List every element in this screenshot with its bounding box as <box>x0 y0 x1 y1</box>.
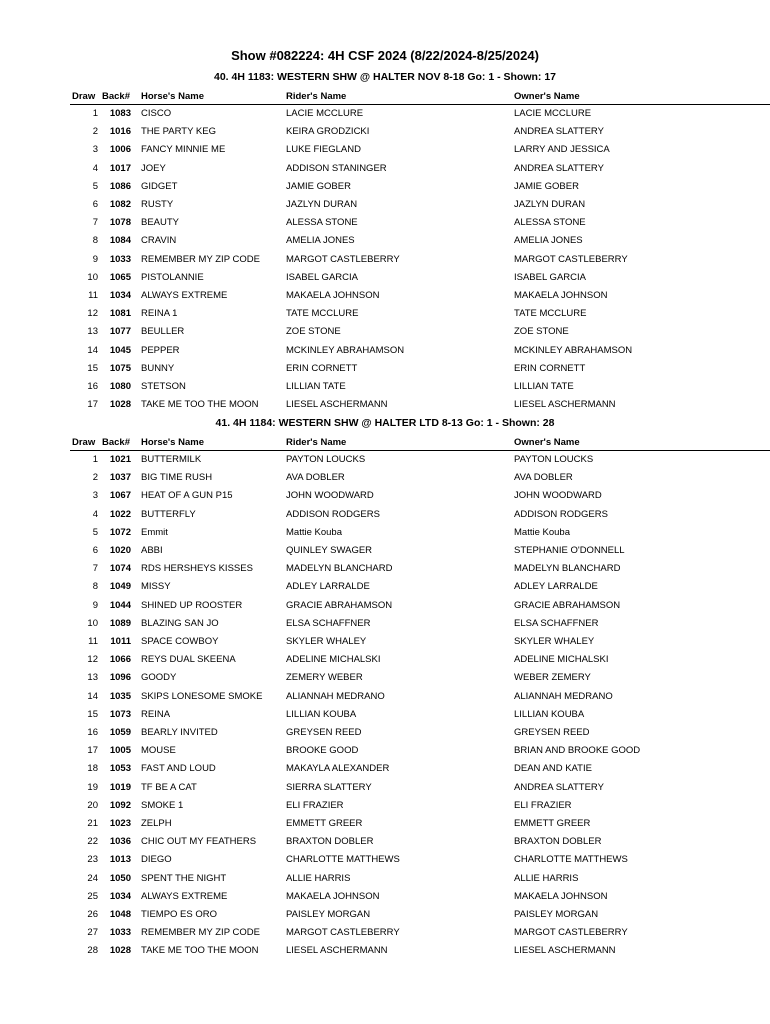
draw-number: 11 <box>88 636 98 647</box>
rider-name: MARGOT CASTLEBERRY <box>286 927 400 939</box>
owner-name: TATE MCCLURE <box>514 308 587 320</box>
horse-name: TAKE ME TOO THE MOON <box>141 399 259 411</box>
owner-name: PAYTON LOUCKS <box>514 454 594 465</box>
column-header-draw: Draw <box>72 91 96 102</box>
back-number: 1028 <box>109 945 131 957</box>
horse-name: BEAUTY <box>141 217 180 229</box>
rider-name: BROOKE GOOD <box>286 745 359 757</box>
entry-row <box>0 689 770 707</box>
back-number: 1044 <box>109 599 131 611</box>
entry-row <box>0 834 770 852</box>
header-divider <box>70 104 770 105</box>
owner-name: MARGOT CASTLEBERRY <box>514 927 628 939</box>
owner-name: MAKAELA JOHNSON <box>514 890 608 902</box>
back-number: 1033 <box>109 253 131 265</box>
horse-name: SPENT THE NIGHT <box>141 872 227 884</box>
horse-name: FANCY MINNIE ME <box>141 144 226 156</box>
header-divider <box>70 450 770 451</box>
owner-name: BRAXTON DOBLER <box>514 836 602 848</box>
owner-name: ADDISON RODGERS <box>514 508 608 520</box>
back-number: 1065 <box>109 271 131 283</box>
entry-row <box>0 798 770 816</box>
draw-number: 14 <box>87 344 98 356</box>
horse-name: REMEMBER MY ZIP CODE <box>141 253 260 265</box>
entry-row <box>0 324 770 342</box>
rider-name: BRAXTON DOBLER <box>286 836 374 848</box>
draw-number: 10 <box>87 271 98 283</box>
owner-name: MCKINLEY ABRAHAMSON <box>514 344 633 356</box>
rider-name: ADELINE MICHALSKI <box>286 654 381 666</box>
column-header-back: Back# <box>102 437 130 448</box>
column-header-owner: Owner's Name <box>514 91 580 102</box>
back-number: 1081 <box>109 308 131 320</box>
rider-name: LIESEL ASCHERMANN <box>286 399 388 411</box>
back-number: 1013 <box>109 854 131 866</box>
entry-row <box>0 270 770 288</box>
entry-row <box>0 215 770 233</box>
rider-name: SIERRA SLATTERY <box>286 781 372 793</box>
rider-name: CHARLOTTE MATTHEWS <box>286 854 400 866</box>
column-header-rider: Rider's Name <box>286 91 347 102</box>
horse-name: DIEGO <box>141 854 172 866</box>
rider-name: ALLIE HARRIS <box>286 872 351 884</box>
horse-name: BUTTERFLY <box>141 508 196 520</box>
owner-name: ALLIE HARRIS <box>514 872 579 884</box>
horse-name: CRAVIN <box>141 235 177 247</box>
entry-row <box>0 233 770 251</box>
entry-row <box>0 470 770 488</box>
rider-name: ZOE STONE <box>286 326 341 338</box>
horse-name: PISTOLANNIE <box>141 271 204 283</box>
entry-row <box>0 507 770 525</box>
horse-name: GIDGET <box>141 180 178 192</box>
back-number: 1005 <box>109 745 131 757</box>
back-number: 1019 <box>109 781 131 793</box>
entry-row <box>0 106 770 124</box>
owner-name: LILLIAN KOUBA <box>514 708 585 720</box>
rider-name: ADLEY LARRALDE <box>286 581 370 593</box>
rider-name: ZEMERY WEBER <box>286 672 363 684</box>
owner-name: JAZLYN DURAN <box>514 199 586 210</box>
back-number: 1028 <box>109 399 131 411</box>
owner-name: LARRY AND JESSICA <box>514 144 610 156</box>
back-number: 1067 <box>109 490 131 502</box>
back-number: 1017 <box>109 162 131 174</box>
entry-row <box>0 598 770 616</box>
draw-number: 17 <box>87 745 98 757</box>
horse-name: TAKE ME TOO THE MOON <box>141 945 259 957</box>
owner-name: ISABEL GARCIA <box>514 271 586 283</box>
horse-name: REINA <box>141 708 171 720</box>
rider-name: EMMETT GREER <box>286 818 363 829</box>
entry-row <box>0 397 770 415</box>
draw-number: 12 <box>87 654 98 666</box>
entry-row <box>0 488 770 506</box>
draw-number: 24 <box>87 872 98 884</box>
draw-number: 22 <box>87 836 98 848</box>
draw-number: 25 <box>87 890 98 902</box>
back-number: 1059 <box>109 727 131 738</box>
draw-number: 10 <box>87 617 98 629</box>
owner-name: LIESEL ASCHERMANN <box>514 945 616 957</box>
back-number: 1053 <box>109 763 131 775</box>
class-title: 40. 4H 1183: WESTERN SHW @ HALTER NOV 8-18 Go: 1 - Shown: 17 <box>213 71 557 83</box>
horse-name: REINA 1 <box>141 308 178 320</box>
rider-name: ELI FRAZIER <box>286 799 344 811</box>
back-number: 1078 <box>109 217 131 229</box>
entry-row <box>0 197 770 215</box>
horse-name: TIEMPO ES ORO <box>141 909 218 920</box>
rider-name: ERIN CORNETT <box>286 362 358 374</box>
horse-name: REYS DUAL SKEENA <box>141 654 236 666</box>
draw-number: 2 <box>92 472 98 484</box>
owner-name: STEPHANIE O'DONNELL <box>514 545 625 556</box>
rider-name: LIESEL ASCHERMANN <box>286 945 388 957</box>
rider-name: PAISLEY MORGAN <box>286 909 371 920</box>
entry-row <box>0 525 770 543</box>
horse-name: BEULLER <box>141 326 185 338</box>
entry-row <box>0 161 770 179</box>
owner-name: BRIAN AND BROOKE GOOD <box>514 745 641 757</box>
column-header-row <box>0 91 770 105</box>
owner-name: AMELIA JONES <box>514 235 583 247</box>
owner-name: ANDREA SLATTERY <box>514 126 604 138</box>
draw-number: 9 <box>92 253 98 265</box>
rider-name: AVA DOBLER <box>286 472 345 484</box>
horse-name: ZELPH <box>141 818 172 829</box>
entry-row <box>0 725 770 743</box>
horse-name: TF BE A CAT <box>141 781 197 793</box>
owner-name: CHARLOTTE MATTHEWS <box>514 854 628 866</box>
horse-name: CHIC OUT MY FEATHERS <box>141 836 257 848</box>
draw-number: 13 <box>87 326 98 338</box>
rider-name: LUKE FIEGLAND <box>286 144 361 156</box>
entry-row <box>0 124 770 142</box>
owner-name: ALIANNAH MEDRANO <box>514 690 613 702</box>
entry-row <box>0 288 770 306</box>
rider-name: JAZLYN DURAN <box>286 199 358 210</box>
draw-number: 6 <box>92 545 98 556</box>
owner-name: EMMETT GREER <box>514 818 591 829</box>
rider-name: LILLIAN TATE <box>286 381 346 392</box>
back-number: 1021 <box>109 454 131 465</box>
back-number: 1066 <box>109 654 131 666</box>
owner-name: Mattie Kouba <box>514 526 570 538</box>
draw-number: 17 <box>87 399 98 411</box>
horse-name: FAST AND LOUD <box>141 763 216 775</box>
owner-name: ALESSA STONE <box>514 217 586 229</box>
entry-row <box>0 743 770 761</box>
owner-name: JOHN WOODWARD <box>514 490 602 502</box>
draw-number: 12 <box>87 308 98 320</box>
back-number: 1082 <box>109 199 131 210</box>
horse-name: BUTTERMILK <box>141 454 202 465</box>
entry-row <box>0 179 770 197</box>
draw-number: 5 <box>92 526 98 538</box>
owner-name: JAMIE GOBER <box>514 180 579 192</box>
horse-name: PEPPER <box>141 344 180 356</box>
horse-name: JOEY <box>141 162 166 174</box>
draw-number: 9 <box>92 599 98 611</box>
column-header-horse: Horse's Name <box>141 437 204 448</box>
draw-number: 7 <box>92 563 98 575</box>
back-number: 1020 <box>109 545 131 556</box>
horse-name: BIG TIME RUSH <box>141 472 213 484</box>
draw-number: 21 <box>87 818 98 829</box>
back-number: 1075 <box>109 362 131 374</box>
entry-row <box>0 379 770 397</box>
rider-name: MAKAYLA ALEXANDER <box>286 763 390 775</box>
horse-name: ALWAYS EXTREME <box>141 890 228 902</box>
draw-number: 28 <box>87 945 98 957</box>
owner-name: ANDREA SLATTERY <box>514 781 604 793</box>
entry-row <box>0 943 770 961</box>
owner-name: SKYLER WHALEY <box>514 636 595 647</box>
back-number: 1080 <box>109 381 131 392</box>
class-title: 41. 4H 1184: WESTERN SHW @ HALTER LTD 8-13 Go: 1 - Shown: 28 <box>215 417 555 429</box>
owner-name: ELI FRAZIER <box>514 799 572 811</box>
rider-name: LILLIAN KOUBA <box>286 708 357 720</box>
back-number: 1072 <box>109 526 131 538</box>
column-header-rider: Rider's Name <box>286 437 347 448</box>
show-title: Show #082224: 4H CSF 2024 (8/22/2024-8/25/2024) <box>231 48 539 63</box>
entry-row <box>0 343 770 361</box>
draw-number: 6 <box>92 199 98 210</box>
horse-name: CISCO <box>141 108 172 119</box>
horse-name: SPACE COWBOY <box>141 636 219 647</box>
back-number: 1074 <box>109 563 131 575</box>
horse-name: MOUSE <box>141 745 176 757</box>
back-number: 1037 <box>109 472 131 484</box>
rider-name: TATE MCCLURE <box>286 308 359 320</box>
rider-name: ADDISON RODGERS <box>286 508 380 520</box>
draw-number: 16 <box>87 381 98 392</box>
entry-row <box>0 361 770 379</box>
rider-name: LACIE MCCLURE <box>286 108 364 119</box>
rider-name: SKYLER WHALEY <box>286 636 367 647</box>
draw-number: 13 <box>87 672 98 684</box>
rider-name: GREYSEN REED <box>286 727 362 738</box>
back-number: 1035 <box>109 690 131 702</box>
column-header-draw: Draw <box>72 437 96 448</box>
draw-number: 16 <box>87 727 98 738</box>
column-header-back: Back# <box>102 91 130 102</box>
entry-row <box>0 907 770 925</box>
draw-number: 19 <box>87 781 98 793</box>
owner-name: WEBER ZEMERY <box>514 672 591 684</box>
draw-number: 8 <box>92 581 98 593</box>
owner-name: MADELYN BLANCHARD <box>514 563 621 575</box>
draw-number: 27 <box>87 927 98 939</box>
entry-row <box>0 561 770 579</box>
back-number: 1034 <box>109 890 131 902</box>
owner-name: ADELINE MICHALSKI <box>514 654 609 666</box>
draw-number: 1 <box>92 454 98 465</box>
back-number: 1033 <box>109 927 131 939</box>
rider-name: MARGOT CASTLEBERRY <box>286 253 400 265</box>
back-number: 1045 <box>109 344 131 356</box>
rider-name: ALESSA STONE <box>286 217 358 229</box>
draw-number: 8 <box>92 235 98 247</box>
entry-row <box>0 889 770 907</box>
entry-row <box>0 816 770 834</box>
rider-name: Mattie Kouba <box>286 526 342 538</box>
draw-number: 4 <box>92 162 98 174</box>
draw-number: 20 <box>87 799 98 811</box>
entry-row <box>0 925 770 943</box>
column-header-horse: Horse's Name <box>141 91 204 102</box>
horse-name: MISSY <box>141 581 171 593</box>
rider-name: ISABEL GARCIA <box>286 271 358 283</box>
owner-name: ZOE STONE <box>514 326 569 338</box>
horse-name: SKIPS LONESOME SMOKE <box>141 690 263 702</box>
horse-name: ABBI <box>141 545 163 556</box>
draw-number: 3 <box>92 490 98 502</box>
entry-row <box>0 543 770 561</box>
horse-name: ALWAYS EXTREME <box>141 290 228 301</box>
entry-row <box>0 142 770 160</box>
owner-name: ERIN CORNETT <box>514 362 586 374</box>
horse-name: BLAZING SAN JO <box>141 617 219 629</box>
rider-name: GRACIE ABRAHAMSON <box>286 599 393 611</box>
entry-row <box>0 670 770 688</box>
draw-number: 11 <box>88 290 98 301</box>
entry-row <box>0 761 770 779</box>
entry-row <box>0 780 770 798</box>
horse-name: BEARLY INVITED <box>141 727 218 738</box>
back-number: 1022 <box>109 508 131 520</box>
back-number: 1073 <box>109 708 131 720</box>
column-header-row <box>0 437 770 451</box>
back-number: 1084 <box>109 235 131 247</box>
back-number: 1023 <box>109 818 131 829</box>
rider-name: AMELIA JONES <box>286 235 355 247</box>
rider-name: ELSA SCHAFFNER <box>286 617 371 629</box>
horse-name: RDS HERSHEYS KISSES <box>141 563 253 575</box>
entry-row <box>0 634 770 652</box>
rider-name: JAMIE GOBER <box>286 180 351 192</box>
draw-number: 14 <box>87 690 98 702</box>
owner-name: LILLIAN TATE <box>514 381 574 392</box>
rider-name: MAKAELA JOHNSON <box>286 890 380 902</box>
owner-name: MARGOT CASTLEBERRY <box>514 253 628 265</box>
owner-name: DEAN AND KATIE <box>514 763 592 775</box>
horse-name: GOODY <box>141 672 177 684</box>
back-number: 1086 <box>109 180 131 192</box>
back-number: 1083 <box>109 108 131 119</box>
owner-name: LIESEL ASCHERMANN <box>514 399 616 411</box>
horse-name: THE PARTY KEG <box>141 126 216 138</box>
draw-number: 26 <box>87 909 98 920</box>
horse-name: SMOKE 1 <box>141 799 184 811</box>
back-number: 1049 <box>109 581 131 593</box>
rider-name: KEIRA GRODZICKI <box>286 126 370 138</box>
horse-name: RUSTY <box>141 199 174 210</box>
owner-name: MAKAELA JOHNSON <box>514 290 608 301</box>
entry-row <box>0 707 770 725</box>
rider-name: JOHN WOODWARD <box>286 490 374 502</box>
entry-row <box>0 579 770 597</box>
draw-number: 15 <box>87 708 98 720</box>
back-number: 1016 <box>109 126 131 138</box>
entry-row <box>0 252 770 270</box>
entry-row <box>0 652 770 670</box>
entry-row <box>0 306 770 324</box>
rider-name: MADELYN BLANCHARD <box>286 563 393 575</box>
back-number: 1048 <box>109 909 131 920</box>
draw-number: 2 <box>92 126 98 138</box>
owner-name: ANDREA SLATTERY <box>514 162 604 174</box>
back-number: 1096 <box>109 672 131 684</box>
owner-name: ELSA SCHAFFNER <box>514 617 599 629</box>
back-number: 1092 <box>109 799 131 811</box>
horse-name: HEAT OF A GUN P15 <box>141 490 233 502</box>
rider-name: PAYTON LOUCKS <box>286 454 366 465</box>
draw-number: 4 <box>92 508 98 520</box>
draw-number: 23 <box>87 854 98 866</box>
entry-row <box>0 871 770 889</box>
back-number: 1006 <box>109 144 131 156</box>
horse-name: BUNNY <box>141 362 175 374</box>
horse-name: SHINED UP ROOSTER <box>141 599 243 611</box>
draw-number: 18 <box>87 763 98 775</box>
draw-number: 15 <box>87 362 98 374</box>
entry-row <box>0 852 770 870</box>
rider-name: QUINLEY SWAGER <box>286 545 373 556</box>
back-number: 1036 <box>109 836 131 848</box>
owner-name: LACIE MCCLURE <box>514 108 592 119</box>
back-number: 1077 <box>109 326 131 338</box>
draw-number: 5 <box>92 180 98 192</box>
draw-number: 7 <box>92 217 98 229</box>
back-number: 1050 <box>109 872 131 884</box>
horse-name: STETSON <box>141 381 186 392</box>
draw-number: 3 <box>92 144 98 156</box>
back-number: 1011 <box>110 636 131 647</box>
horse-name: Emmit <box>141 526 168 538</box>
rider-name: ALIANNAH MEDRANO <box>286 690 385 702</box>
entry-row <box>0 452 770 470</box>
rider-name: MAKAELA JOHNSON <box>286 290 380 301</box>
back-number: 1034 <box>109 290 131 301</box>
back-number: 1089 <box>109 617 131 629</box>
owner-name: ADLEY LARRALDE <box>514 581 598 593</box>
column-header-owner: Owner's Name <box>514 437 580 448</box>
horse-name: REMEMBER MY ZIP CODE <box>141 927 260 939</box>
owner-name: PAISLEY MORGAN <box>514 909 599 920</box>
entry-row <box>0 616 770 634</box>
owner-name: AVA DOBLER <box>514 472 573 484</box>
rider-name: ADDISON STANINGER <box>286 162 387 174</box>
draw-number: 1 <box>92 108 98 119</box>
owner-name: GRACIE ABRAHAMSON <box>514 599 621 611</box>
owner-name: GREYSEN REED <box>514 727 590 738</box>
rider-name: MCKINLEY ABRAHAMSON <box>286 344 405 356</box>
